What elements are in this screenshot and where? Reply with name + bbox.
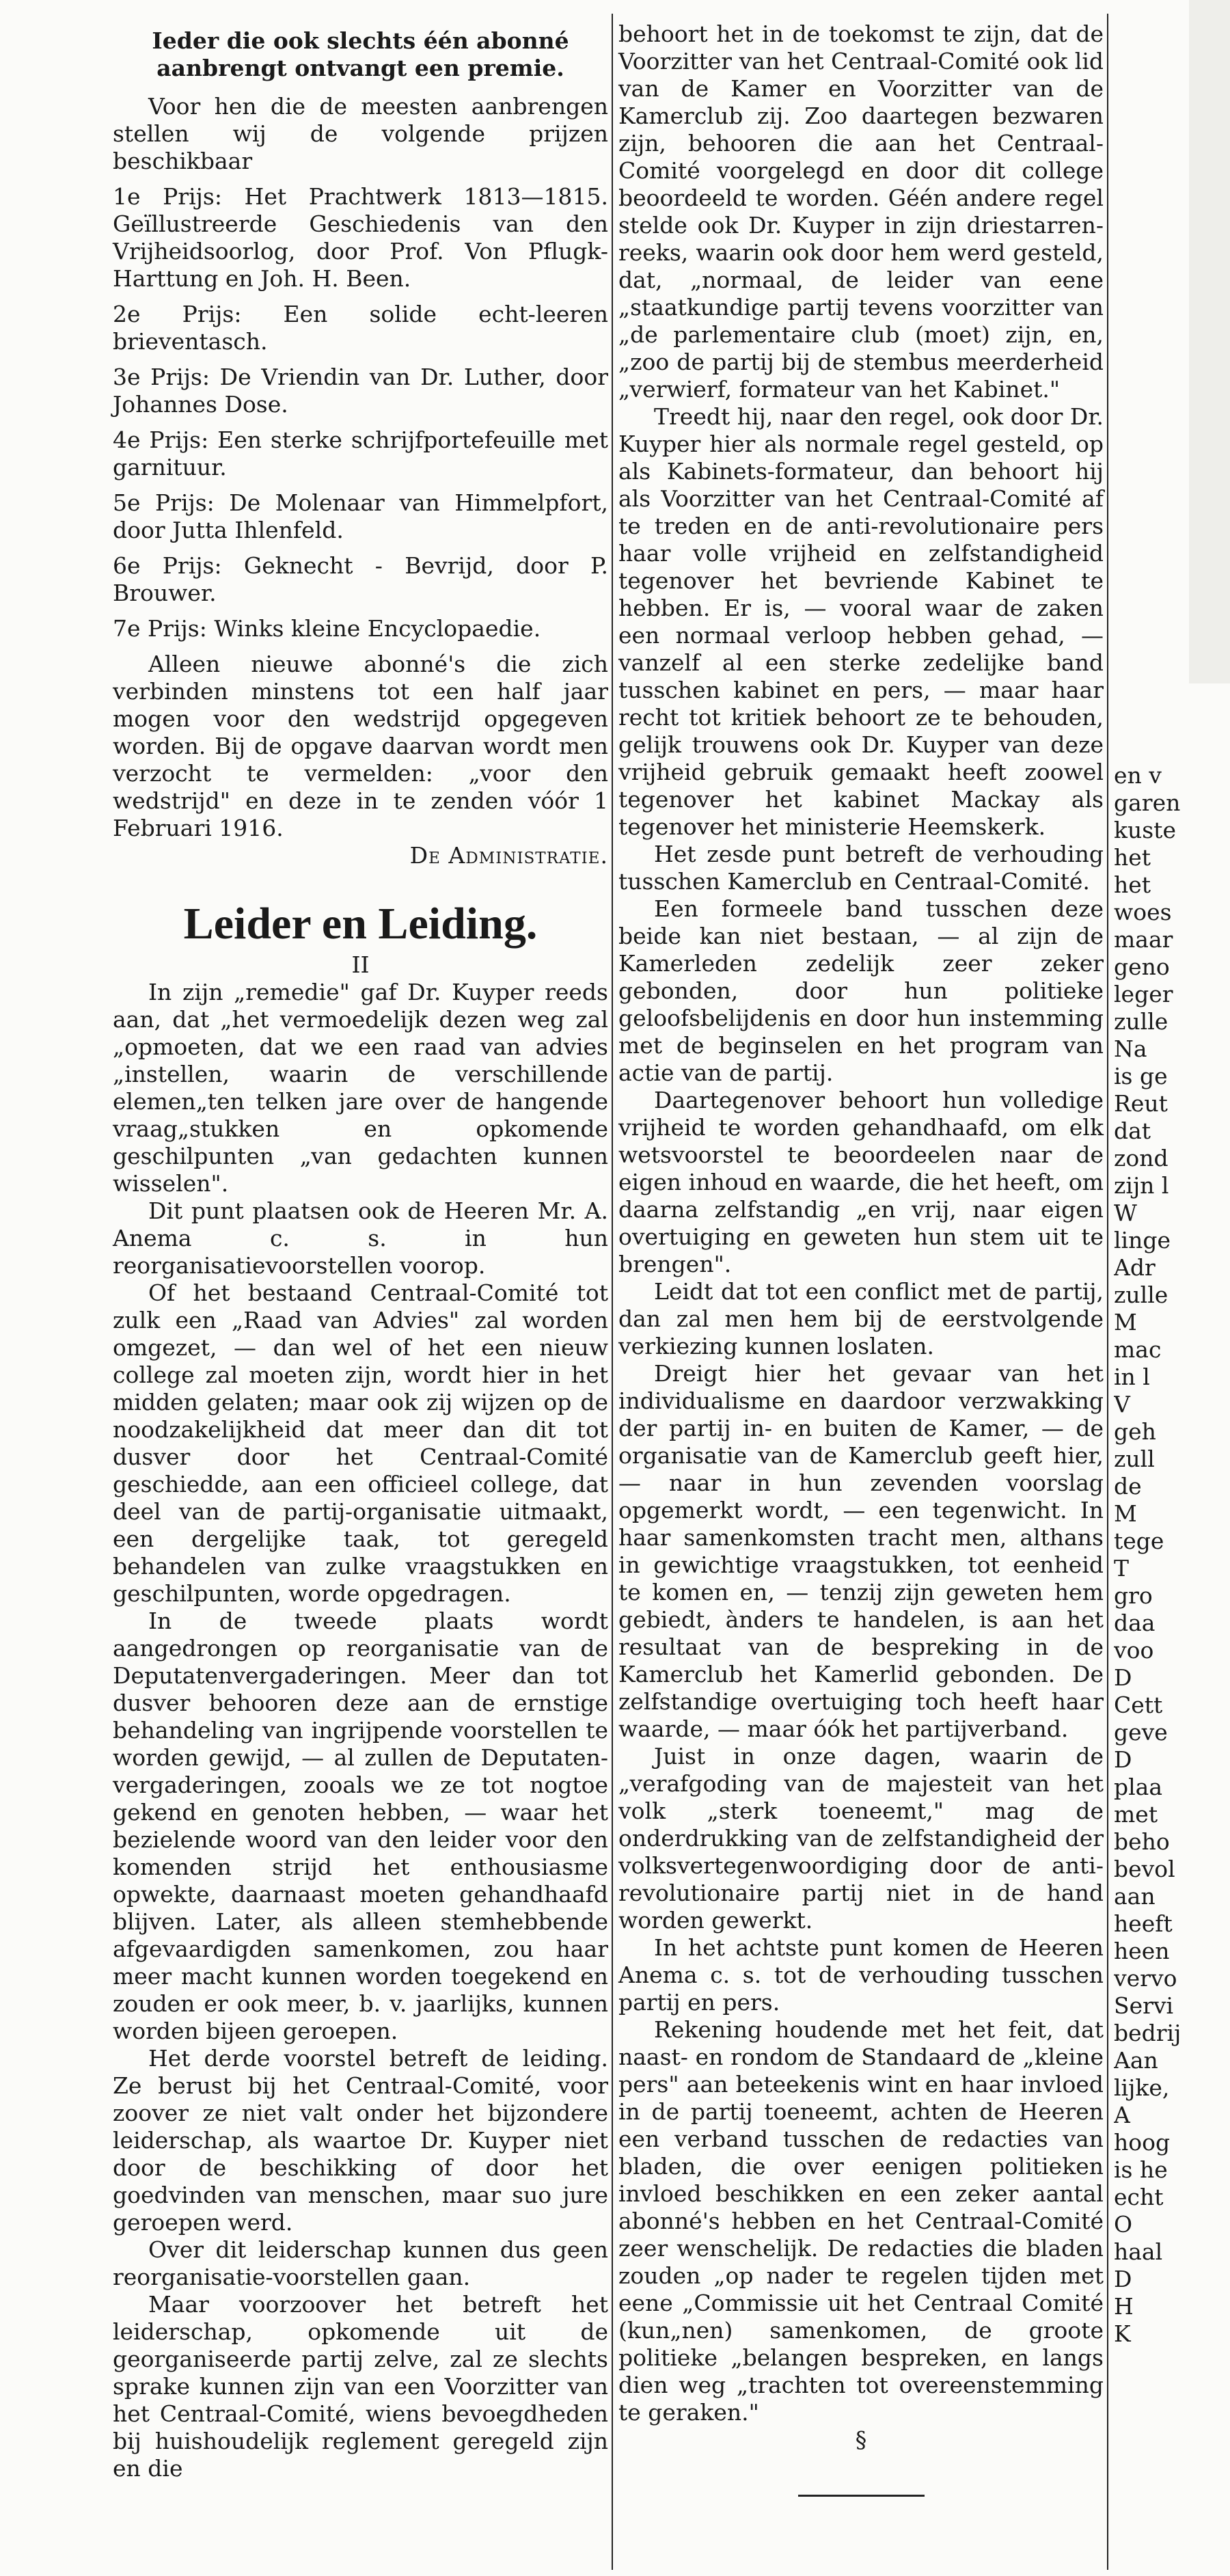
article-paragraph: Over dit leiderschap kunnen dus geen reorganisatie-voorstellen gaan.: [113, 2236, 608, 2290]
fragment-line: zijn l: [1114, 1172, 1169, 1199]
section-number: II: [351, 951, 370, 978]
article-paragraph: Een formeele band tusschen deze beide kan niet bestaan, — al zijn de Kamerleden zedelijk zeer zeker gebonden, door hun politieke geloofsbelijdenis en door hun instemming met de beginselen en het program van actie van de partij.: [618, 895, 1104, 1086]
fragment-line: hoog: [1114, 2129, 1171, 2156]
fragment-line: W: [1114, 1199, 1137, 1226]
column-divider: [1107, 14, 1108, 2570]
fragment-line: Servi: [1114, 1992, 1174, 2019]
fragment-line: Aan: [1114, 2047, 1158, 2074]
column-divider: [612, 14, 613, 2570]
notice-title: Ieder die ook slechts één abonné aanbrengt ontvangt een premie.: [152, 27, 569, 81]
fragment-line: K: [1114, 2320, 1131, 2347]
fragment-line: vervo: [1114, 1965, 1177, 1992]
fragment-line: D: [1114, 1746, 1132, 1773]
fragment-line: Adr: [1114, 1254, 1156, 1281]
fragment-line: aan: [1114, 1883, 1156, 1910]
prize-3: 3e Prijs: De Vriendin van Dr. Luther, door Johannes Dose.: [113, 364, 608, 418]
fragment-line: mac: [1114, 1336, 1162, 1363]
fragment-line: is he: [1114, 2156, 1168, 2183]
fragment-line: echt: [1114, 2184, 1164, 2210]
prize-6: 6e Prijs: Geknecht - Bevrijd, door P. Brouwer.: [113, 552, 608, 606]
fragment-line: bedrij: [1114, 2020, 1181, 2046]
fragment-line: tege: [1114, 1528, 1164, 1554]
fragment-line: M: [1114, 1309, 1137, 1336]
middle-column: [618, 21, 1104, 2497]
fragment-line: V: [1114, 1391, 1130, 1418]
fragment-line: zulle: [1114, 1008, 1168, 1035]
fragment-line: in l: [1114, 1364, 1150, 1390]
article-paragraph: Daartegenover behoort hun volledige vrijheid te worden gehandhaafd, om elk wetsvoorstel te beoordeelen naar de eigen inhoud en waarde, die het heeft, om daarna zelfstandig „en vrij, naar eigen overtuiging en geweten hun stem uit te brengen".: [618, 1087, 1104, 1277]
fragment-line: kuste: [1114, 817, 1176, 843]
article-paragraph: In zijn „remedie" gaf Dr. Kuyper reeds aan, dat „het vermoedelijk dezen weg zal „opmoeten, dat we een raad van advies „instellen, waarin de verschillende elemen„ten telken jare over de hangende vraag„stukken en opkomende geschilpunten „van gedachten kunnen wisselen".: [113, 979, 608, 1197]
article-paragraph: In het achtste punt komen de Heeren Anema c. s. tot de verhouding tusschen partij en pers.: [618, 1934, 1104, 2016]
fragment-line: haal: [1114, 2238, 1163, 2265]
end-rule: [798, 2495, 925, 2497]
article-paragraph: Leidt dat tot een conflict met de partij, dan zal men hem bij de eerstvolgende verkiezing kunnen loslaten.: [618, 1278, 1104, 1359]
fragment-line: gro: [1114, 1582, 1153, 1609]
fragment-line: heeft: [1114, 1910, 1173, 1937]
article-paragraph: Rekening houdende met het feit, dat naast- en rondom de Standaard de „kleine pers" aan beteekenis wint en haar invloed in de partij toeneemt, achten de Heeren een verband tusschen de redacties van bladen, die over eenigen politieken invloed beschikken en een zeker aantal abonné's hebben en het Centraal-Comité zeer wenschelijk. De redacties die bladen zouden „op nader te regelen tijden met eene „Commissie uit het Centraal Comité (kun„nen) samenkomen, de groote politieke „belangen bespreken, en langs dien weg „trachten tot overeenstemming te geraken.": [618, 2016, 1104, 2426]
article-paragraph: Het zesde punt betreft de verhouding tusschen Kamerclub en Centraal-Comité.: [618, 841, 1104, 895]
fragment-line: garen: [1114, 789, 1181, 816]
fragment-line: geno: [1114, 953, 1170, 980]
fragment-line: met: [1114, 1801, 1158, 1828]
article-paragraph: In de tweede plaats wordt aangedrongen op reorganisatie van de Deputatenvergaderingen. Meer dan tot dusver behooren deze aan de ernstige behandeling van ingrijpende voorstellen te worden gewijd, — al zullen de Deputaten-vergaderingen, zooals we ze tot nogtoe gekend en genoten hebben, — waar het bezielende woord van den leider voor den komenden strijd het enthousiasme opwekte, daarnaast moeten gehandhaafd blijven. Later, als alleen stemhebbende afgevaardigden samenkomen, zou haar meer macht kunnen worden toegekend en zouden er ook meer, b. v. jaarlijks, kunnen worden bijeen geroepen.: [113, 1608, 608, 2044]
fragment-line: voo: [1114, 1637, 1154, 1664]
left-column: [113, 27, 608, 2482]
fragment-line: D: [1114, 2266, 1132, 2292]
fragment-line: Na: [1114, 1035, 1147, 1062]
fragment-line: maar: [1114, 926, 1173, 953]
article-paragraph: Het derde voorstel betreft de leiding. Ze berust bij het Centraal-Comité, voor zoover ze niet valt onder het bijzondere leiderschap, als waartoe Dr. Kuyper niet door de beschikking of door het goedvinden van menschen, maar suo jure geroepen werd.: [113, 2045, 608, 2236]
fragment-line: en v: [1114, 762, 1162, 789]
fragment-line: Cett: [1114, 1692, 1163, 1718]
prize-4: 4e Prijs: Een sterke schrijfportefeuille met garnituur.: [113, 426, 608, 480]
prize-2: 2e Prijs: Een solide echt-leeren brieventasch.: [113, 301, 608, 355]
article-paragraph: Of het bestaand Centraal-Comité tot zulk een „Raad van Advies" zal worden omgezet, — dan wel of het een nieuw college zal moeten zijn, wordt hier in het midden gelaten; maar ook zij wijzen op de noodzakelijkheid dat meer dan dit tot dusver door het Centraal-Comité geschiedde, aan een officieel college, dat deel van de partij-organisatie uitmaakt, een dergelijke taak, tot geregeld behandelen van zulke vraagstukken en geschilpunten, worde opgedragen.: [113, 1279, 608, 1607]
fragment-line: het: [1114, 844, 1151, 871]
fragment-line: linge: [1114, 1227, 1171, 1253]
article-headline: Leider en Leiding.: [183, 899, 538, 949]
article-paragraph: Dit punt plaatsen ook de Heeren Mr. A. Anema c. s. in hun reorganisatievoorstellen voorop.: [113, 1197, 608, 1279]
prize-1: 1e Prijs: Het Prachtwerk 1813—1815. Geïllustreerde Geschiedenis van den Vrijheidsoorlog, door Prof. Von Pflugk-Harttung en Joh. H. Been.: [113, 183, 608, 292]
notice-signature: De Administratie.: [409, 842, 608, 869]
fragment-line: de: [1114, 1473, 1142, 1500]
notice-closing: Alleen nieuwe abonné's die zich verbinden minstens tot een half jaar mogen voor den wedstrijd opgegeven worden. Bij de opgave daarvan wordt men verzocht te vermelden: „voor den wedstrijd" en deze in te zenden vóór 1 Februari 1916.: [113, 651, 608, 841]
article-paragraph: Maar voorzoover het betreft het leiderschap, opkomende uit de georganiseerde partij zelve, zal ze slechts sprake kunnen zijn van een Voorzitter van het Centraal-Comité, wiens bevoegdheden bij huishoudelijk reglement geregeld zijn en die: [113, 2291, 608, 2482]
fragment-line: woes: [1114, 899, 1172, 925]
fragment-line: O: [1114, 2211, 1133, 2238]
fragment-line: A: [1114, 2102, 1130, 2128]
section-mark: §: [855, 2426, 867, 2453]
fragment-line: lijke,: [1114, 2074, 1170, 2101]
fragment-line: plaa: [1114, 1774, 1163, 1800]
fragment-line: daa: [1114, 1610, 1156, 1636]
article-paragraph: behoort het in de toekomst te zijn, dat de Voorzitter van het Centraal-Comité ook lid van de Kamer en Voorzitter van de Kamerclub zij. Zoo daartegen bezwaren zijn, behooren die aan het Centraal-Comité voorgelegd en door dit college beoordeeld te worden. Géén andere regel stelde ook Dr. Kuyper in zijn driestarren-reeks, waarin ook door hem werd gesteld, dat, „normaal, de leider van eene „staatkundige partij tevens voorzitter van „de parlementaire club (moet) zijn, en, „zoo de partij bij de stembus meerderheid „verwierf, formateur van het Kabinet.": [618, 21, 1104, 403]
fragment-line: Reut: [1114, 1090, 1168, 1117]
fragment-line: geh: [1114, 1418, 1156, 1445]
fragment-line: T: [1114, 1555, 1130, 1582]
article-paragraph: Juist in onze dagen, waarin de „verafgoding van de majesteit van het volk „sterk toeneemt," mag de onderdrukking van de zelfstandigheid der volksvertegenwoordiging door de anti-revolutionaire partij niet in de hand worden gewerkt.: [618, 1743, 1104, 1934]
fragment-line: geve: [1114, 1719, 1168, 1746]
fragment-line: M: [1114, 1500, 1137, 1527]
page-fold-shadow: [1189, 0, 1230, 683]
fragment-line: dat: [1114, 1117, 1151, 1144]
fragment-line: heen: [1114, 1938, 1170, 1964]
fragment-line: bevol: [1114, 1856, 1175, 1882]
fragment-line: leger: [1114, 981, 1173, 1007]
fragment-line: het: [1114, 871, 1151, 898]
notice-intro: Voor hen die de meesten aanbrengen stellen wij de volgende prijzen beschikbaar: [113, 93, 608, 174]
fragment-line: H: [1114, 2293, 1134, 2320]
prize-7: 7e Prijs: Winks kleine Encyclopaedie.: [113, 615, 541, 642]
right-column-fragment: [1114, 762, 1230, 2566]
article-paragraph: Dreigt hier het gevaar van het individualisme en daardoor verzwakking der partij in- en buiten de Kamer, — de organisatie van de Kamerclub geeft hier, — naar in hun zevenden voorslag opgemerkt wordt, — een tegenwicht. In haar samenkomsten tracht men, althans in gewichtige vraagstukken, tot eenheid te komen en, — tenzij zijn geweten hem gebiedt, ànders te handelen, is aan het resultaat van de bespreking in de Kamerclub het Kamerlid gebonden. De zelfstandige overtuiging toch heeft haar waarde, — maar óók het partijverband.: [618, 1360, 1104, 1742]
fragment-line: zond: [1114, 1145, 1168, 1171]
fragment-line: D: [1114, 1664, 1132, 1691]
article-paragraph: Treedt hij, naar den regel, ook door Dr. Kuyper hier als normale regel gesteld, op als Kabinets-formateur, dan behoort hij als Voorzitter van het Centraal-Comité af te treden en de anti-revolutionaire pers haar volle vrijheid en zelfstandigheid tegenover het bevriende Kabinet te hebben. Er is, — vooral waar de zaken een normaal verloop hebben gehad, — vanzelf al een sterke zedelijke band tusschen kabinet en pers, — maar haar recht tot kritiek behoort ze te behouden, gelijk trouwens ook Dr. Kuyper van deze vrijheid gebruik gemaakt heeft zoowel tegenover het kabinet Mackay als tegenover het ministerie Heemskerk.: [618, 403, 1104, 840]
fragment-line: zull: [1114, 1446, 1155, 1472]
fragment-line: beho: [1114, 1828, 1170, 1855]
fragment-line: zulle: [1114, 1282, 1168, 1308]
fragment-line: is ge: [1114, 1063, 1168, 1089]
prize-5: 5e Prijs: De Molenaar van Himmelpfort, door Jutta Ihlenfeld.: [113, 489, 608, 543]
